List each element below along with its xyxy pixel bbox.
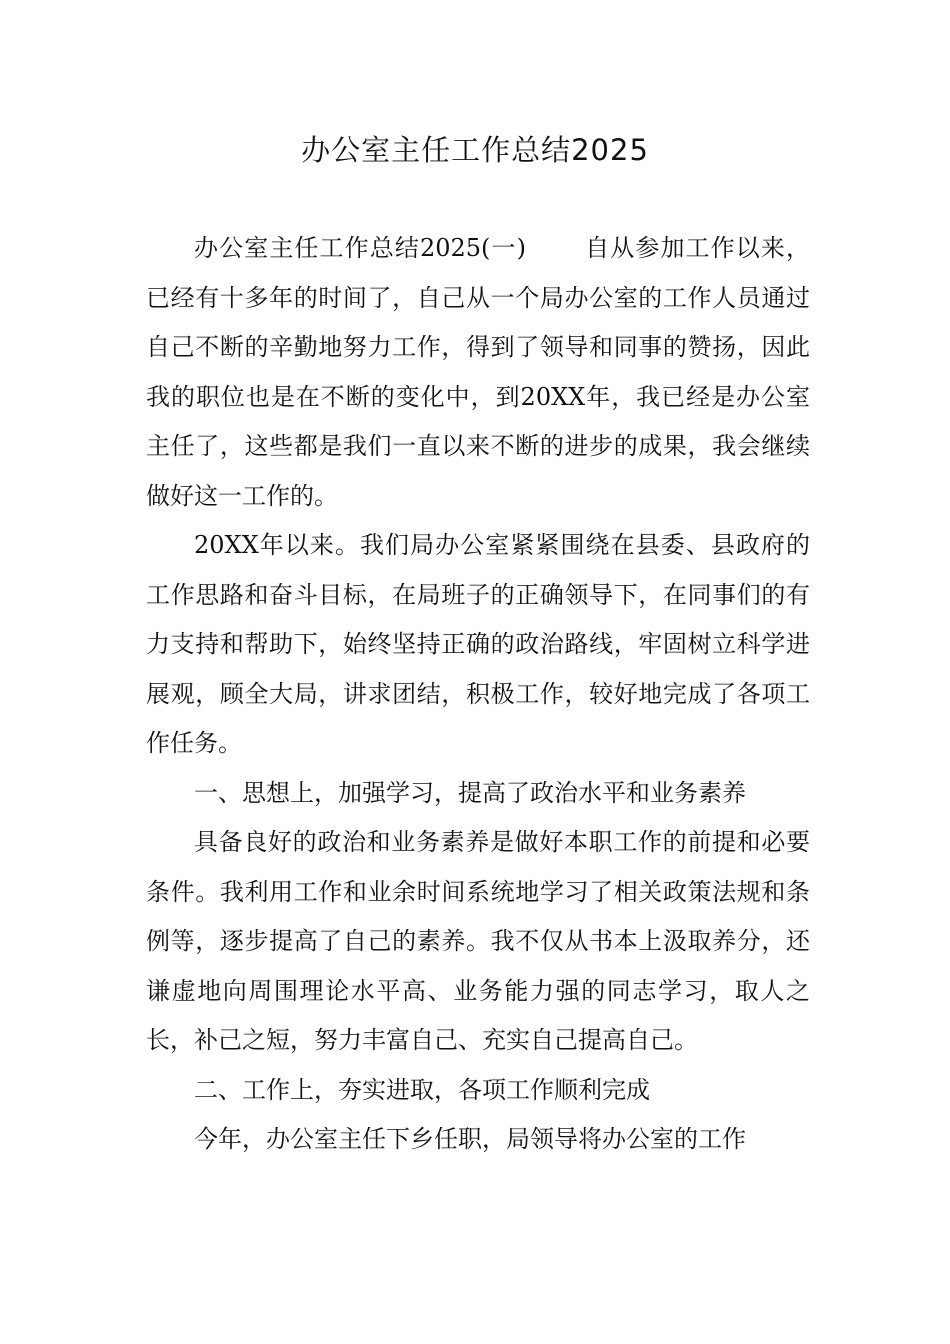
document-body (146, 224, 810, 1165)
section-heading-1: 一、思想上，加强学习，提高了政治水平和业务素养 (194, 778, 746, 807)
paragraph-3: 具备良好的政治和业务素养是做好本职工作的前提和必要条件。我利用工作和业余时间系统地学习了相关政策法规和条例等，逐步提高了自己的素养。我不仅从书本上汲取养分，还谦虚地向周围理论水平高、业务能力强的同志学习，取人之长，补己之短，努力丰富自己、充实自己提高自己。 (146, 828, 810, 1054)
paragraph-4: 今年，办公室主任下乡任职，局领导将办公室的工作 (194, 1125, 746, 1153)
document-title: 办公室主任工作总结2025 (301, 133, 649, 167)
intro-text: 自从参加工作以来，已经有十多年的时间了，自己从一个局办公室的工作人员通过自己不断的辛勤地努力工作，得到了领导和同事的赞扬，因此我的职位也是在不断的变化中，到20XX年，我已经是办公室主任了，这些都是我们一直以来不断的进步的成果，我会继续做好这一工作的。 (146, 234, 810, 510)
intro-paragraph (146, 224, 810, 521)
intro-label: 办公室主任工作总结2025(一) (194, 234, 527, 262)
section-heading-2: 二、工作上，夯实进取，各项工作顺利完成 (194, 1075, 650, 1104)
paragraph-2: 20XX年以来。我们局办公室紧紧围绕在县委、县政府的工作思路和奋斗目标，在局班子的正确领导下，在同事们的有力支持和帮助下，始终坚持正确的政治路线，牢固树立科学进展观，顾全大局，讲求团结，积极工作，较好地完成了各项工作任务。 (146, 531, 810, 757)
